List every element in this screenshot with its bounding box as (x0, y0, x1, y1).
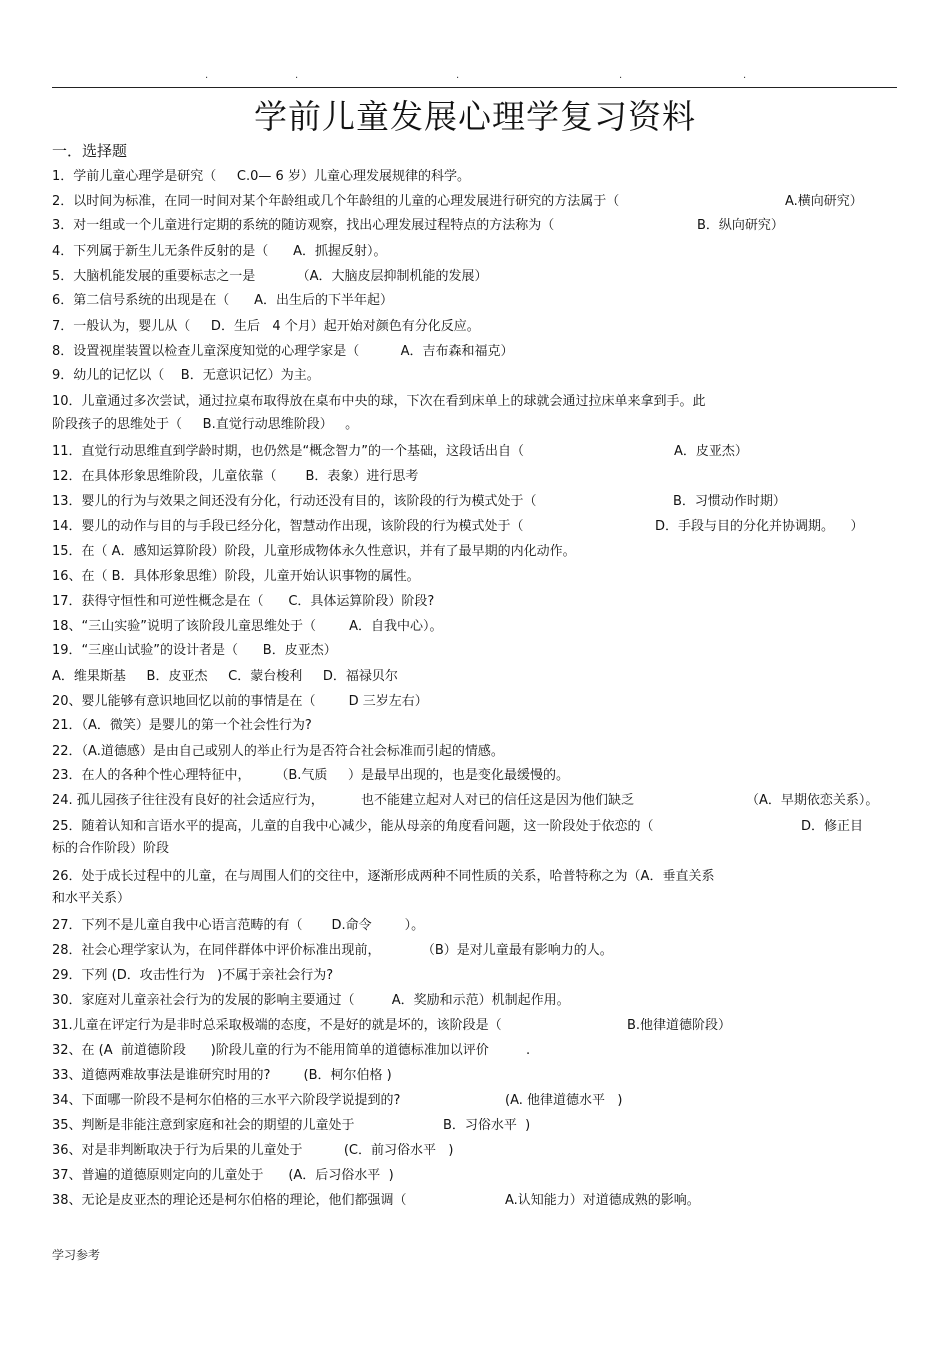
question-text: 26．处于成长过程中的儿童，在与周围人们的交往中，逐渐形成两种不同性质的关系，哈普特称之为（ (52, 869, 641, 884)
question-line (52, 292, 897, 310)
question-text: 25．随着认知和言语水平的提高，儿童的自我中心减少，能从母亲的角度看问题，这一阶段处于依恋的（ (52, 819, 654, 834)
question-line (52, 217, 897, 235)
header-dot: . (205, 70, 209, 81)
question-line (52, 942, 897, 960)
question-line (52, 642, 897, 660)
question-line (52, 693, 897, 711)
question-text: 11．直觉行动思维直到学龄时期，也仍然是“概念智力”的一个基础，这段话出自（ (52, 444, 525, 459)
question-text: 32、在 (A 前道德阶段 )阶段儿童的行为不能用简单的道德标准加以评价 . (52, 1043, 531, 1058)
question-text: 38、无论是皮亚杰的理论还是柯尔伯格的理论，他们都强调（ (52, 1193, 407, 1208)
question-text: 18、“三山实验”说明了该阶段儿童思维处于（ A．自我中心）。 (52, 619, 443, 634)
question-text: 33、道德两难故事法是谁研究时用的? (B．柯尔伯格 ) (52, 1068, 392, 1083)
answer-text: A．垂直关系 (640, 869, 715, 884)
question-text: 和水平关系） (52, 891, 131, 906)
question-text: A．维果斯基 B．皮亚杰 C．蒙台梭利 D．福禄贝尔 (52, 669, 398, 684)
question-line (52, 767, 897, 785)
question-line (52, 1117, 897, 1135)
question-text: 20、婴儿能够有意识地回忆以前的事情是在（ D 三岁左右） (52, 694, 428, 709)
question-text: 12．在具体形象思维阶段，儿童依靠（ B．表象）进行思考 (52, 469, 419, 484)
question-text: 9．幼儿的记忆以（ B．无意识记忆）为主。 (52, 368, 320, 383)
question-text: 14．婴儿的动作与目的与手段已经分化，智慧动作出现，该阶段的行为模式处于（ (52, 519, 524, 534)
question-line (52, 468, 897, 486)
question-line (52, 168, 897, 186)
question-line (52, 668, 897, 686)
question-text: 28．社会心理学家认为，在同伴群体中评价标准出现前， （B）是对儿童最有影响力的人。 (52, 943, 613, 958)
question-line (52, 1067, 897, 1085)
question-text: 23．在人的各种个性心理特征中， （B.气质 ）是最早出现的，也是变化最缓慢的。 (52, 768, 570, 783)
question-line (52, 890, 897, 908)
answer-text: B．纵向研究） (697, 218, 784, 233)
question-line (52, 992, 897, 1010)
document-title: 学前儿童发展心理学复习资料 (254, 97, 696, 136)
question-line (52, 818, 897, 836)
page-footer: 学习参考 (52, 1248, 101, 1262)
question-text: 16、在（ B．具体形象思维）阶段，儿童开始认识事物的属性。 (52, 569, 420, 584)
question-text: 27．下列不是儿童自我中心语言范畴的有（ D.命令 ）。 (52, 918, 425, 933)
question-line (52, 493, 897, 511)
question-text: 2．以时间为标准，在同一时间对某个年龄组或几个年龄组的儿童的心理发展进行研究的方法属于（ (52, 194, 620, 209)
question-line (52, 1017, 897, 1035)
answer-text: B．习俗水平 ) (443, 1118, 531, 1133)
answer-text: A.横向研究） (785, 194, 863, 209)
question-text: 4．下列属于新生儿无条件反射的是（ A．抓握反射）。 (52, 244, 387, 259)
question-text: 21．（A．微笑）是婴儿的第一个社会性行为? (52, 718, 312, 733)
question-line (52, 443, 897, 461)
answer-text: A．皮亚杰） (674, 444, 748, 459)
question-text: 29．下列 (D．攻击性行为 )不属于亲社会行为? (52, 968, 334, 983)
question-text: 3．对一组或一个儿童进行定期的系统的随访观察，找出心理发展过程特点的方法称为（ (52, 218, 555, 233)
question-line (52, 268, 897, 286)
question-line (52, 568, 897, 586)
question-line (52, 343, 897, 361)
question-text: 6．第二信号系统的出现是在（ A．出生后的下半年起） (52, 293, 393, 308)
question-text: 22．（A.道德感）是由自己或别人的举止行为是否符合社会标准而引起的情感。 (52, 744, 504, 759)
question-text: 36、对是非判断取决于行为后果的儿童处于 (C．前习俗水平 ) (52, 1143, 454, 1158)
answer-text: (A. 他律道德水平 ) (505, 1093, 623, 1108)
question-text: 31.儿童在评定行为是非时总采取极端的态度，不是好的就是坏的，该阶段是（ (52, 1018, 502, 1033)
section-heading: 一．选择题 (52, 142, 128, 160)
header-dot: . (295, 70, 299, 81)
question-text: 1．学前儿童心理学是研究（ C.0— 6 岁）儿童心理发展规律的科学。 (52, 169, 470, 184)
question-text: 15．在（ A．感知运算阶段）阶段，儿童形成物体永久性意识，并有了最早期的内化动作。 (52, 544, 576, 559)
question-line (52, 1192, 897, 1210)
question-line (52, 593, 897, 611)
question-line (52, 743, 897, 761)
header-rule (52, 87, 897, 88)
question-line (52, 243, 897, 261)
question-line (52, 518, 897, 536)
question-line (52, 840, 897, 858)
question-text: 10．儿童通过多次尝试，通过拉桌布取得放在桌布中央的球，下次在看到床单上的球就会通过拉床单来拿到手。此 (52, 394, 706, 409)
question-line (52, 967, 897, 985)
answer-text: D．修正目 (801, 819, 864, 834)
question-text: 34、下面哪一阶段不是柯尔伯格的三水平六阶段学说提到的? (52, 1093, 401, 1108)
question-text: 37、普遍的道德原则定向的儿童处于 (A．后习俗水平 ) (52, 1168, 394, 1183)
question-line (52, 367, 897, 385)
question-line (52, 193, 897, 211)
question-text: 24. 孤儿园孩子往往没有良好的社会适应行为， 也不能建立起对人对已的信任这是因为他们缺乏 (52, 793, 634, 808)
question-text: 阶段孩子的思维处于（ B.直觉行动思维阶段） 。 (52, 417, 359, 432)
question-line (52, 792, 897, 810)
question-text: 17．获得守恒性和可逆性概念是在（ C．具体运算阶段）阶段? (52, 594, 435, 609)
header-dots (0, 70, 950, 82)
question-line (52, 1167, 897, 1185)
answer-text: A.认知能力）对道德成熟的影响。 (505, 1193, 700, 1208)
answer-text: （A．早期依恋关系）。 (746, 793, 879, 808)
answer-text: B．习惯动作时期） (673, 494, 786, 509)
question-text: 35、判断是非能注意到家庭和社会的期望的儿童处于 (52, 1118, 355, 1133)
question-line (52, 917, 897, 935)
question-line (52, 1142, 897, 1160)
question-text: 5．大脑机能发展的重要标志之一是 （A．大脑皮层抑制机能的发展） (52, 269, 488, 284)
answer-text: D．手段与目的分化并协调期。 ） (655, 519, 864, 534)
header-dot: . (456, 70, 460, 81)
header-dot: . (619, 70, 623, 81)
question-line (52, 868, 897, 886)
question-line (52, 543, 897, 561)
question-text: 13．婴儿的行为与效果之间还没有分化，行动还没有目的，该阶段的行为模式处于（ (52, 494, 537, 509)
question-line (52, 318, 897, 336)
header-dot: . (743, 70, 747, 81)
question-line (52, 717, 897, 735)
question-text: 30．家庭对儿童亲社会行为的发展的影响主要通过（ A．奖励和示范）机制起作用。 (52, 993, 570, 1008)
question-line (52, 1092, 897, 1110)
question-text: 7．一般认为，婴儿从（ D．生后 4 个月）起开始对颜色有分化反应。 (52, 319, 480, 334)
answer-text: B.他律道德阶段） (627, 1018, 732, 1033)
question-line (52, 416, 897, 434)
question-text: 8．设置视崖装置以检查儿童深度知觉的心理学家是（ A．吉布森和福克） (52, 344, 514, 359)
question-text: 19．“三座山试验”的设计者是（ B．皮亚杰） (52, 643, 337, 658)
question-line (52, 1042, 897, 1060)
question-text: 标的合作阶段）阶段 (52, 841, 170, 856)
question-line (52, 393, 897, 411)
question-line (52, 618, 897, 636)
